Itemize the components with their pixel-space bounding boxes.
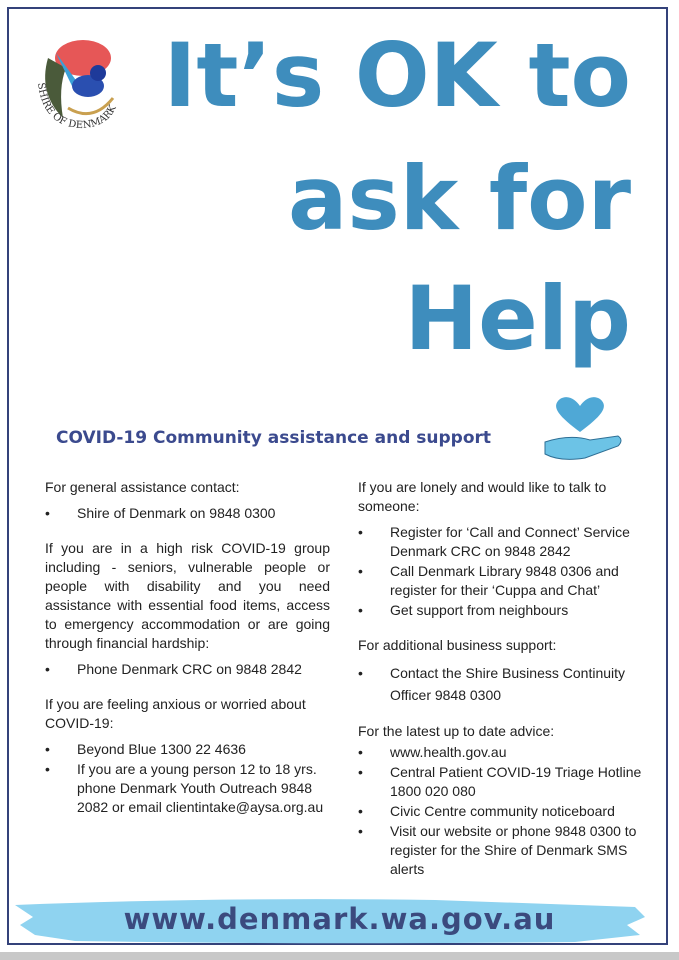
left-column xyxy=(45,478,330,833)
anxious-label: If you are feeling anxious or worried about COVID-19: xyxy=(45,696,306,731)
lonely-label: If you are lonely and would like to talk to someone: xyxy=(358,479,607,514)
list-item: • Visit our website or phone 9848 0300 to register for the Shire of Denmark SMS alerts xyxy=(358,822,648,879)
list-item: • Contact the Shire Business Continuity Officer 9848 0300 xyxy=(358,662,648,706)
title-line-2: ask for xyxy=(287,147,631,250)
risk-text: If you are in a high risk COVID-19 group including - seniors, vulnerable people or people with disability and you need assistance with essential food items, access to emergency accommodation or are going through financial hardship: xyxy=(45,540,330,651)
title-line-1: It’s OK to xyxy=(163,24,631,127)
advice-label: For the latest up to date advice: xyxy=(358,723,555,739)
list-item: • If you are a young person 12 to 18 yrs. phone Denmark Youth Outreach 9848 2082 or email clientintake@aysa.org.au xyxy=(45,760,330,817)
list-item: • Register for ‘Call and Connect’ Service Denmark CRC on 9848 2842 xyxy=(358,523,648,561)
shire-of-denmark-logo xyxy=(28,28,128,133)
svg-text:SHIRE OF DENMARK: SHIRE OF DENMARK xyxy=(34,81,119,132)
bottom-edge xyxy=(0,952,679,960)
subheading: COVID-19 Community assistance and support xyxy=(56,428,492,448)
heart-in-hand-icon xyxy=(540,392,625,464)
list-item: • Get support from neighbours xyxy=(358,601,648,620)
list-item: • Shire of Denmark on 9848 0300 xyxy=(45,504,330,523)
list-item: • Beyond Blue 1300 22 4636 xyxy=(45,740,330,759)
list-item: • Call Denmark Library 9848 0306 and register for their ‘Cuppa and Chat’ xyxy=(358,562,648,600)
list-item: • Civic Centre community noticeboard xyxy=(358,802,648,821)
general-label: For general assistance contact: xyxy=(45,479,240,495)
list-item: • Central Patient COVID-19 Triage Hotline 1800 020 080 xyxy=(358,763,648,801)
title-line-3: Help xyxy=(404,267,631,370)
website-link[interactable]: www.denmark.wa.gov.au xyxy=(123,902,556,936)
list-item: • Phone Denmark CRC on 9848 2842 xyxy=(45,660,330,679)
right-column xyxy=(358,478,648,895)
business-label: For additional business support: xyxy=(358,637,557,653)
list-item[interactable]: • www.health.gov.au xyxy=(358,743,648,762)
